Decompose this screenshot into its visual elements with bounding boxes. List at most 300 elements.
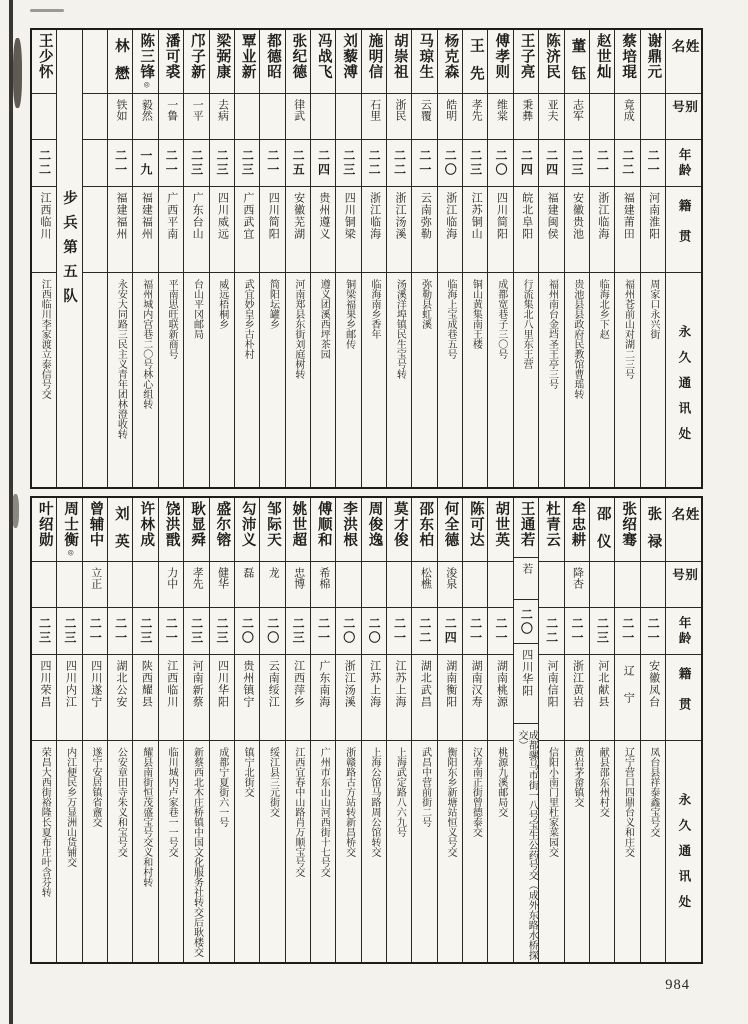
- address-cell: [83, 741, 107, 962]
- person-address: 临海上宝成巷五号: [445, 279, 457, 359]
- person-age: 二〇: [240, 617, 255, 645]
- person-name: 许林成: [138, 501, 155, 548]
- alias-cell: [565, 94, 589, 140]
- person-alias: 铁如: [115, 99, 128, 121]
- person-name: 王先: [467, 38, 484, 93]
- person-address: 武宜妙皇乡古朴村: [242, 279, 254, 359]
- native-place-cell: [260, 187, 284, 273]
- alias-cell: [362, 94, 386, 140]
- alias-cell: [539, 562, 563, 608]
- person-age: 二三: [37, 617, 52, 645]
- alias-cell: [260, 562, 284, 608]
- name-cell: [438, 498, 462, 562]
- person-address: 献县邵东州村交: [597, 747, 609, 817]
- person-name: 饶洪戬: [163, 501, 180, 548]
- person-name: 马琼生: [417, 33, 434, 80]
- roster-entry-column: [310, 498, 335, 962]
- person-alias: 秉彝: [520, 99, 533, 121]
- roster-entry-column: [386, 30, 411, 487]
- name-cell: [336, 498, 360, 562]
- roster-entry-column: [513, 30, 538, 487]
- header-address-cell: [666, 741, 701, 962]
- native-place-cell: [311, 187, 335, 273]
- person-age: 二三: [215, 617, 229, 645]
- age-cell: [387, 608, 411, 655]
- person-age: 二四: [544, 149, 559, 177]
- person-native-place: 河南信阳: [546, 660, 559, 708]
- age-cell: [133, 140, 157, 187]
- native-place-cell: [184, 187, 208, 273]
- person-alias: 去病: [216, 99, 229, 121]
- person-age: 二一: [316, 617, 331, 645]
- name-cell: [57, 498, 81, 562]
- col-header-name: 姓名: [669, 39, 699, 67]
- person-native-place: 湖北武昌: [419, 660, 432, 708]
- native-place-cell: [362, 655, 386, 741]
- person-native-place: 浙江临海: [368, 192, 381, 240]
- name-cell: [32, 30, 56, 94]
- name-cell: [565, 498, 589, 562]
- native-place-cell: [260, 655, 284, 741]
- scan-smudge: [12, 494, 19, 528]
- person-name: 勾沛义: [239, 501, 256, 548]
- roster-entry-column: [107, 498, 132, 962]
- col-header-native: 籍贯: [677, 199, 692, 260]
- age-cell: [438, 140, 462, 187]
- age-cell: [108, 140, 132, 187]
- person-name: 王少怀: [36, 33, 53, 80]
- person-alias: 若: [520, 562, 533, 574]
- name-cell: [514, 30, 538, 94]
- native-place-cell: [565, 187, 589, 273]
- person-alias: 降杏: [571, 567, 584, 589]
- person-native-place: 云南绥江: [267, 660, 280, 708]
- person-alias: 孝先: [470, 99, 483, 121]
- alias-cell: [108, 562, 132, 608]
- alias-cell: [412, 94, 436, 140]
- roster-entry-column: [462, 30, 487, 487]
- empty-cell: [83, 30, 107, 94]
- address-cell: [57, 741, 81, 962]
- roster-entry-column: [614, 30, 639, 487]
- person-alias: 健华: [216, 567, 229, 589]
- native-place-cell: [463, 655, 487, 741]
- age-cell: [159, 140, 183, 187]
- person-age: 二一: [113, 149, 128, 177]
- person-native-place: 四川遂宁: [89, 660, 102, 708]
- person-native-place: 江西临川: [38, 192, 51, 240]
- person-native-place: 江苏上海: [394, 660, 406, 708]
- native-place-cell: [615, 655, 639, 741]
- person-native-place: 江西萍乡: [292, 660, 305, 708]
- native-place-cell: [286, 187, 310, 273]
- alias-cell: [210, 94, 234, 140]
- native-place-cell: [387, 655, 411, 741]
- roster-entry-column: [411, 498, 436, 962]
- person-age: 二一: [468, 617, 483, 645]
- native-place-cell: [412, 187, 436, 273]
- person-age: 二〇: [265, 617, 280, 645]
- empty-cell: [83, 273, 107, 487]
- name-cell: [133, 498, 157, 562]
- name-cell: [83, 498, 107, 562]
- roster-entry-column: [285, 30, 310, 487]
- native-place-cell: [108, 655, 132, 741]
- address-cell: [311, 741, 335, 962]
- person-address: 新蔡西北木庄桥镇中国文化服务社转交后耿楼交: [191, 747, 203, 957]
- header-name-cell: [666, 498, 701, 562]
- person-address: 贵池县县政府民教馆曹瑶转: [571, 279, 583, 399]
- col-header-age: 年龄: [677, 615, 692, 647]
- alias-cell: [32, 562, 56, 608]
- name-cell: [336, 30, 360, 94]
- person-native-place: 浙江黄岩: [571, 660, 584, 708]
- person-native-place: 四川华阳: [520, 649, 533, 698]
- person-age: 二一: [493, 617, 508, 645]
- roster-entry-column: [513, 498, 538, 962]
- age-cell: [57, 608, 81, 655]
- annotation-mark: ◎: [142, 79, 151, 89]
- name-cell: [387, 498, 411, 562]
- person-address: 绥江县三元街交: [267, 747, 279, 817]
- name-cell: [362, 498, 386, 562]
- empty-cell: [83, 140, 107, 187]
- age-cell: [133, 608, 157, 655]
- address-cell: [539, 741, 563, 962]
- address-cell: [514, 273, 538, 487]
- person-name: 张禄: [645, 506, 662, 561]
- person-name: 王通若: [518, 501, 535, 548]
- age-cell: [260, 140, 284, 187]
- person-native-place: 四川华阳: [216, 660, 229, 708]
- native-place-cell: [488, 187, 512, 273]
- person-native-place: 福建福州: [115, 192, 128, 240]
- alias-cell: [539, 94, 563, 140]
- name-cell: [590, 498, 614, 562]
- person-address: 福州苍前山对湖二三号: [622, 279, 634, 379]
- age-cell: [539, 140, 563, 187]
- age-cell: [83, 608, 107, 655]
- address-cell: [539, 273, 563, 487]
- age-cell: [514, 140, 538, 187]
- roster-entry-column: [386, 498, 411, 962]
- alias-cell: [590, 562, 614, 608]
- person-name: 刘英: [112, 506, 129, 561]
- name-cell: [311, 498, 335, 562]
- person-age: 二三: [341, 149, 356, 177]
- roster-entry-column: [538, 30, 563, 487]
- address-cell: [184, 741, 208, 962]
- roster-table-top: [30, 28, 703, 489]
- person-alias: 力中: [165, 567, 178, 589]
- person-age: 二〇: [367, 617, 382, 645]
- person-native-place: 河北献县: [596, 660, 609, 708]
- person-alias: 毅然: [140, 99, 153, 121]
- name-cell: [32, 498, 56, 562]
- person-age: 二三: [215, 149, 229, 177]
- header-column: [665, 498, 701, 962]
- address-cell: [412, 273, 436, 487]
- alias-cell: [235, 94, 259, 140]
- age-cell: [235, 608, 259, 655]
- person-address: 临川城内卢家巷一一号交: [166, 747, 178, 857]
- person-native-place: 陕西耀县: [140, 660, 153, 708]
- address-cell: [615, 273, 639, 487]
- alias-cell: [286, 94, 310, 140]
- age-cell: [488, 608, 512, 655]
- alias-cell: [311, 562, 335, 608]
- person-age: 二一: [265, 149, 280, 177]
- name-cell: [260, 30, 284, 94]
- address-cell: [488, 273, 512, 487]
- person-native-place: 四川简阳: [267, 192, 280, 240]
- col-header-name: 姓名: [669, 507, 699, 535]
- native-place-cell: [590, 655, 614, 741]
- roster-entry-column: [335, 30, 360, 487]
- age-cell: [539, 608, 563, 655]
- roster-entry-column: [234, 498, 259, 962]
- person-native-place: 广东台山: [191, 192, 204, 240]
- person-native-place: 江苏上海: [368, 660, 381, 708]
- person-age: 二一: [164, 149, 179, 177]
- person-address: 临海南乡香年: [368, 279, 380, 339]
- person-alias: 亚夫: [546, 99, 559, 121]
- person-age: 二一: [392, 617, 407, 645]
- header-age-cell: [666, 140, 701, 187]
- person-address: 永安大同路三民主义青年团林澄收转: [115, 279, 127, 439]
- address-cell: [565, 741, 589, 962]
- alias-cell: [463, 562, 487, 608]
- age-cell: [641, 140, 665, 187]
- person-name: 覃业新: [239, 33, 256, 80]
- name-cell: [641, 498, 665, 562]
- roster-entry-column: [32, 30, 56, 487]
- age-cell: [260, 608, 284, 655]
- native-place-cell: [159, 655, 183, 741]
- roster-entry-column: [158, 30, 183, 487]
- roster-entry-column: [640, 30, 665, 487]
- age-cell: [565, 140, 589, 187]
- person-address: 简阳坛罐乡: [267, 279, 279, 329]
- alias-cell: [32, 94, 56, 140]
- age-cell: [488, 140, 512, 187]
- alias-cell: [565, 562, 589, 608]
- alias-cell: [362, 562, 386, 608]
- person-native-place: 湖南汉寿: [470, 660, 483, 708]
- name-cell: [565, 30, 589, 94]
- person-name: 刘藜溥: [341, 33, 358, 80]
- native-place-cell: [539, 187, 563, 273]
- roster-entry-column: [285, 498, 310, 962]
- name-cell: [387, 30, 411, 94]
- person-name: 姚世超: [290, 501, 307, 548]
- roster-entry-column: [564, 30, 589, 487]
- roster-entry-column: [462, 498, 487, 962]
- person-name: 杨克森: [442, 33, 459, 80]
- person-address: 上海武定路八六九号: [394, 747, 406, 837]
- person-age: 二四: [443, 617, 458, 645]
- person-alias: 云覆: [419, 99, 432, 121]
- person-alias: 浚泉: [444, 567, 457, 589]
- name-cell: [210, 30, 234, 94]
- roster-entry-column: [437, 30, 462, 487]
- person-address: 成都宽巷子三〇号: [495, 279, 507, 359]
- person-address: 江西临川李家渡立泰信号交: [39, 279, 51, 399]
- person-name: 叶绍勋: [36, 501, 53, 548]
- person-address: 成都宁夏街六一号: [216, 747, 228, 827]
- age-cell: [311, 140, 335, 187]
- person-name: 周士衡: [62, 501, 79, 548]
- name-cell: [286, 30, 310, 94]
- person-native-place: 广东南海: [317, 660, 330, 708]
- address-cell: [108, 273, 132, 487]
- native-place-cell: [438, 187, 462, 273]
- roster-entry-column: [209, 30, 234, 487]
- roster-entry-column: [234, 30, 259, 487]
- person-name: 杜青云: [543, 501, 560, 548]
- person-age: 二三: [240, 149, 255, 177]
- person-age: 二二: [392, 149, 407, 177]
- person-alias: 立正: [89, 567, 102, 589]
- alias-cell: [336, 94, 360, 140]
- person-name: 胡世英: [493, 501, 510, 548]
- age-cell: [286, 608, 310, 655]
- age-cell: [235, 140, 259, 187]
- person-native-place: 四川荣昌: [38, 660, 51, 708]
- alias-cell: [438, 562, 462, 608]
- age-cell: [336, 608, 360, 655]
- native-place-cell: [514, 644, 538, 724]
- address-cell: [32, 273, 56, 487]
- person-native-place: 皖北阜阳: [520, 192, 533, 240]
- alias-cell: [260, 94, 284, 140]
- section-label-column: [56, 30, 81, 487]
- person-age: 二二: [620, 149, 635, 177]
- person-name: 胡崇祖: [391, 33, 408, 80]
- person-address: 江西宜春中山路肖万顺宝号交: [292, 747, 304, 877]
- name-cell: [412, 30, 436, 94]
- person-name: 张纪德: [290, 33, 307, 80]
- person-native-place: 四川威远: [216, 192, 229, 240]
- name-cell: [235, 498, 259, 562]
- person-native-place: 贵州遵义: [317, 192, 330, 240]
- person-age: 二三: [189, 617, 204, 645]
- person-name: 梁弼康: [214, 33, 231, 80]
- address-cell: [387, 741, 411, 962]
- person-age: 一九: [138, 149, 153, 177]
- alias-cell: [463, 94, 487, 140]
- person-age: 二〇: [519, 607, 534, 636]
- address-cell: [159, 273, 183, 487]
- person-age: 二三: [468, 149, 483, 177]
- person-native-place: 河南淮阳: [647, 192, 660, 240]
- roster-entry-column: [209, 498, 234, 962]
- person-name: 耿显舜: [188, 501, 205, 548]
- address-cell: [362, 273, 386, 487]
- address-cell: [641, 273, 665, 487]
- person-name: 何全德: [442, 501, 459, 548]
- roster-entry-column: [411, 30, 436, 487]
- native-place-cell: [387, 187, 411, 273]
- address-cell: [260, 741, 284, 962]
- person-address: 武昌中营前街二号: [419, 747, 431, 827]
- col-header-age: 年龄: [677, 147, 692, 179]
- person-address: 临海北乡下赵: [597, 279, 609, 339]
- person-age: 二一: [88, 617, 103, 645]
- alias-cell: [387, 94, 411, 140]
- person-native-place: 四川简阳: [495, 192, 508, 240]
- unit-section-label: 步兵第五队: [61, 190, 78, 313]
- name-cell: [539, 30, 563, 94]
- name-cell: [590, 30, 614, 94]
- alias-cell: [641, 562, 665, 608]
- alias-cell: [615, 94, 639, 140]
- alias-cell: [133, 562, 157, 608]
- header-native-cell: [666, 187, 701, 273]
- roster-entry-column: [132, 30, 157, 487]
- alias-cell: [412, 562, 436, 608]
- native-place-cell: [565, 655, 589, 741]
- col-header-address: 永久通讯处: [676, 793, 691, 921]
- person-age: 二三: [62, 617, 77, 645]
- address-cell: [514, 724, 538, 962]
- header-column: [665, 30, 701, 487]
- alias-cell: [514, 94, 538, 140]
- person-address: 福州南台金垱圣王亭三号: [546, 279, 558, 389]
- alias-cell: [590, 94, 614, 140]
- age-cell: [159, 608, 183, 655]
- native-place-cell: [133, 655, 157, 741]
- person-alias: 浙民: [394, 99, 406, 121]
- age-cell: [412, 608, 436, 655]
- native-place-cell: [641, 187, 665, 273]
- address-cell: [488, 741, 512, 962]
- age-cell: [463, 608, 487, 655]
- age-cell: [311, 608, 335, 655]
- person-name: 董钰: [569, 38, 586, 93]
- name-cell: [412, 498, 436, 562]
- roster-entry-column: [32, 498, 56, 962]
- name-cell: [159, 498, 183, 562]
- native-place-cell: [362, 187, 386, 273]
- address-cell: [184, 273, 208, 487]
- person-age: 二一: [417, 149, 432, 177]
- roster-entry-column: [589, 498, 614, 962]
- age-cell: [590, 140, 614, 187]
- person-name: 莫才俊: [391, 501, 408, 548]
- person-native-place: 河南新蔡: [191, 660, 204, 708]
- age-cell: [438, 608, 462, 655]
- roster-entry-column: [82, 498, 107, 962]
- roster-entry-column: [361, 498, 386, 962]
- person-age: 二三: [595, 617, 610, 645]
- person-address: 威远梧桐乡: [216, 279, 228, 329]
- address-cell: [615, 741, 639, 962]
- person-name: 陈可达: [467, 501, 484, 548]
- annotation-mark: ◎: [66, 547, 75, 557]
- name-cell: [184, 30, 208, 94]
- address-cell: [210, 741, 234, 962]
- native-place-cell: [159, 187, 183, 273]
- native-place-cell: [539, 655, 563, 741]
- native-place-cell: [57, 655, 81, 741]
- person-age: 二五: [291, 149, 306, 177]
- person-alias: 律武: [292, 99, 305, 121]
- alias-cell: [184, 94, 208, 140]
- age-cell: [32, 140, 56, 187]
- roster-entry-column: [361, 30, 386, 487]
- address-cell: [387, 273, 411, 487]
